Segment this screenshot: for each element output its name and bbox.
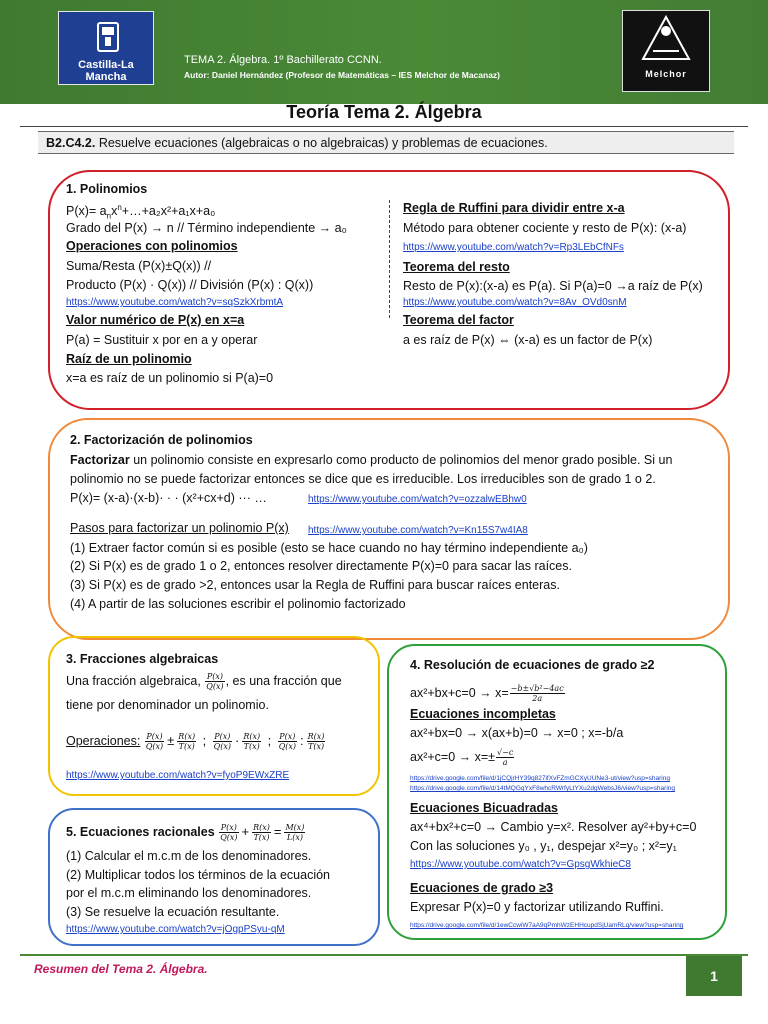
s4-heading: 4. Resolución de ecuaciones de grado ≥2: [410, 658, 655, 672]
s2-step-1: (1) Extraer factor común si es posible (esto se hace cuando no hay término independiente a₀): [70, 541, 588, 555]
s5-step-2b: por el m.c.m eliminando los denominadores.: [66, 886, 312, 900]
s3-line-1a: Una fracción algebraica,: [66, 673, 201, 688]
s3-line-1: [66, 672, 342, 691]
s5-link[interactable]: https://www.youtube.com/watch?v=jOgpPSyu-qM: [66, 924, 285, 935]
castilla-la-mancha-logo: [58, 11, 154, 85]
s4-bicuadradas-heading: Ecuaciones Bicuadradas: [410, 801, 558, 815]
school-label: Melchor: [645, 69, 687, 79]
s1-link-resto[interactable]: https://www.youtube.com/watch?v=8Av_OVd0snM: [403, 297, 627, 308]
s5-step-2: (2) Multiplicar todos los términos de la ecuación: [66, 868, 331, 882]
s1-ops-heading: Operaciones con polinomios: [66, 239, 238, 253]
s4-bicuadrada-2: Con las soluciones y₀ , y₁, despejar x²=y₀ ; x²=y₁: [410, 839, 677, 853]
s4-root-fraction: $\frac{√-c}{a}$: [497, 748, 514, 767]
s1-suma: Suma/Resta (P(x)±Q(x)) //: [66, 259, 212, 273]
s4-grado3-text: Expresar P(x)=0 y factorizar utilizando Ruffini.: [410, 900, 664, 914]
s2-para-2: polinomio no se puede factorizar entonces se dice que es irreducible. Los irreducibles son de grado 1 o 2.: [70, 472, 656, 486]
s4-incompleta-1: ax²+bx=0 → x(ax+b)=0 → x=0 ; x=-b/a: [410, 726, 624, 740]
s2-para-1-rest: un polinomio consiste en expresarlo como producto de polinomios del menor grado posible. Si un: [129, 453, 673, 467]
criterion-code: B2.C4.2.: [46, 136, 96, 150]
s3-op2-left: $\frac{P(x)}{Q(x)}$: [213, 732, 231, 751]
s3-op3-left: $\frac{P(x)}{Q(x)}$: [278, 732, 297, 751]
footer-text: Resumen del Tema 2. Álgebra.: [34, 962, 208, 976]
s1-factor-text: a es raíz de P(x) ⇔ (x-a) es un factor de P(x): [403, 333, 653, 347]
s2-step-3: (3) Si P(x) es de grado >2, entonces usar la Regla de Ruffini para buscar raíces enteras.: [70, 578, 560, 592]
s3-ops-label: Operaciones:: [66, 733, 141, 748]
s1-valor-heading: Valor numérico de P(x) en x=a: [66, 313, 245, 327]
s3-op3-right: $\frac{R(x)}{T(x)}$: [307, 732, 325, 751]
s2-keyword: Factorizar: [70, 453, 130, 467]
s3-fraction-pq: $\frac{P(x)}{Q(x)}$: [206, 672, 224, 691]
s3-line-2: tiene por denominador un polinomio.: [66, 698, 269, 712]
s4-incompletas-heading: Ecuaciones incompletas: [410, 707, 556, 721]
s1-grado: Grado del P(x) → n // Término independiente → a₀: [66, 221, 347, 235]
s2-link-1[interactable]: https://www.youtube.com/watch?v=ozzalwEBhw0: [308, 494, 527, 505]
s4-link-2[interactable]: https://drive.google.com/file/d/14tMQGqYxF8whcRWrfyLtYXu2dgWebsJ6/view?usp=sharing: [410, 785, 676, 792]
s3-op1-right: $\frac{R(x)}{T(x)}$: [178, 732, 196, 751]
s1-column-divider: [389, 200, 390, 318]
s1-ruffini-text: Método para obtener cociente y resto de P(x): (x-a): [403, 221, 687, 235]
s2-heading: 2. Factorización de polinomios: [70, 433, 253, 447]
s4-quadratic-lhs: ax²+bx+c=0 → x=: [410, 685, 509, 700]
s5-heading-row: 5. Ecuaciones racionales $\frac{P(x)}{Q(x)}$ + $\frac{R(x)}{T(x)}$ = $\frac{M(x)}{L(x)}$: [66, 823, 305, 842]
s4-incompleta-2-lhs: ax²+c=0 → x=±: [410, 749, 496, 764]
s4-grado3-heading: Ecuaciones de grado ≥3: [410, 881, 554, 895]
page-number: 1: [686, 956, 742, 996]
s4-link-3[interactable]: https://www.youtube.com/watch?v=GpsgWkhieC8: [410, 859, 631, 870]
s5-step-3: (3) Se resuelve la ecuación resultante.: [66, 905, 280, 919]
title-divider: [20, 126, 748, 127]
s4-quadratic: [410, 684, 566, 703]
s4-bicuadrada-1: ax⁴+bx²+c=0 → Cambio y=x². Resolver ay²+by+c=0: [410, 820, 697, 834]
s2-steps-heading: Pasos para factorizar un polinomio P(x): [70, 521, 289, 535]
s2-step-4: (4) A partir de las soluciones escribir el polinomio factorizado: [70, 597, 406, 611]
s3-heading: 3. Fracciones algebraicas: [66, 652, 219, 666]
s1-raiz-text: x=a es raíz de un polinomio si P(a)=0: [66, 371, 274, 385]
s1-ruffini-heading: Regla de Ruffini para dividir entre x-a: [403, 201, 625, 215]
s4-link-1[interactable]: https://drive.google.com/file/d/1jCQjrHY39q827ifXvFZmGCXyUUNe3-ut/view?usp=sharing: [410, 775, 670, 782]
s3-link[interactable]: https://www.youtube.com/watch?v=fyoP9EWxZRE: [66, 770, 290, 781]
region-label: Castilla-La Mancha: [78, 59, 134, 83]
s1-factor-heading: Teorema del factor: [403, 313, 514, 327]
criterion-text: Resuelve ecuaciones (algebraicas o no algebraicas) y problemas de ecuaciones.: [98, 136, 548, 150]
s3-op1-left: $\frac{P(x)}{Q(x)}$: [145, 732, 164, 751]
s4-incompleta-2: [410, 748, 515, 767]
school-logo: [622, 10, 710, 92]
header-bar: [0, 0, 768, 104]
s1-resto-heading: Teorema del resto: [403, 260, 510, 274]
s3-operations: Operaciones: $\frac{P(x)}{Q(x)}$ ± $\frac{R(x)}{T(x)}$ ; $\frac{P(x)}{Q(x)}$ · $\frac{R(x)}{T(x)}$ ; $\frac{P(x)}{Q(x)}$ : $\frac{R(x)}{T(x)}$: [66, 732, 325, 751]
s1-producto: Producto (P(x) · Q(x)) // División (P(x) : Q(x)): [66, 278, 314, 292]
criterion-strip: [38, 131, 734, 154]
s4-link-4[interactable]: https://drive.google.com/file/d/1ewCcwiW7aA9qPmhWzEHHcupdSjUamRLq/view?usp=sharing: [410, 922, 684, 929]
s2-link-2[interactable]: https://www.youtube.com/watch?v=Kn15S7w4IA8: [308, 525, 528, 536]
s5-frac-ml: $\frac{M(x)}{L(x)}$: [285, 823, 305, 842]
s2-para-1: [70, 452, 672, 468]
s2-step-2: (2) Si P(x) es de grado 1 o 2, entonces resolver directamente P(x)=0 para sacar las raíces.: [70, 559, 572, 573]
header-author: Autor: Daniel Hernández (Profesor de Matemáticas – IES Melchor de Macanaz): [184, 70, 500, 80]
s5-frac-rt: $\frac{R(x)}{T(x)}$: [253, 823, 270, 842]
s1-heading: 1. Polinomios: [66, 182, 148, 196]
s5-frac-pq: $\frac{P(x)}{Q(x)}$: [220, 823, 238, 842]
s1-link-ops[interactable]: https://www.youtube.com/watch?v=sqSzkXrbmtA: [66, 297, 284, 308]
s3-op2-right: $\frac{R(x)}{T(x)}$: [243, 732, 261, 751]
school-emblem-icon: [623, 11, 709, 67]
crest-icon: [97, 22, 119, 52]
s1-resto-text: Resto de P(x):(x-a) es P(a). Si P(a)=0 →a raíz de P(x): [403, 279, 703, 293]
s1-link-ruffini[interactable]: https://www.youtube.com/watch?v=Rp3LEbCfNFs: [403, 242, 624, 253]
s3-line-1b: , es una fracción que: [225, 673, 342, 688]
s1-poly-def: $P(x)= a_nx^n+\dots+a_2x^2+a_1x+a_0$: [66, 203, 216, 221]
s4-quadratic-formula: $\frac{\text{−b±√b²−4ac}}{2a}$: [510, 684, 564, 703]
footer-divider: [20, 954, 748, 956]
s2-para-3: P(x)= (x-a)·(x-b)· · · (x²+cx+d) ··· …: [70, 491, 267, 505]
page-title: Teoría Tema 2. Álgebra: [286, 102, 482, 122]
s1-valor-text: P(a) = Sustituir x por en a y operar: [66, 333, 258, 347]
header-title: TEMA 2. Álgebra. 1º Bachillerato CCNN.: [184, 54, 382, 66]
s1-raiz-heading: Raíz de un polinomio: [66, 352, 192, 366]
s5-heading: 5. Ecuaciones racionales: [66, 824, 215, 839]
s5-step-1: (1) Calcular el m.c.m de los denominadores.: [66, 849, 312, 863]
